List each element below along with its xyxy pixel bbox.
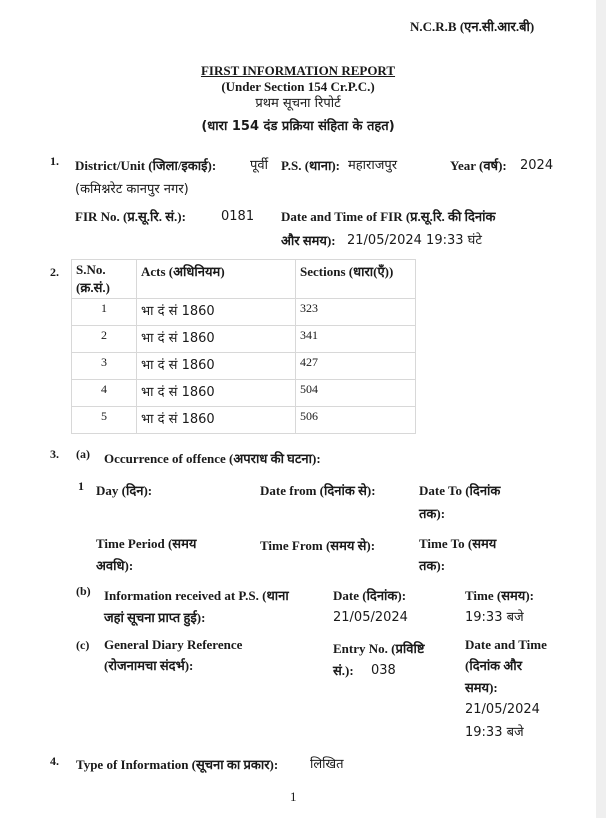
received-date-value: 21/05/2024 — [333, 610, 408, 625]
section-3-number: 3. — [50, 447, 59, 461]
report-title-hindi: प्रथम सूचना रिपोर्ट — [255, 96, 341, 111]
entry-no-label-2: सं.): — [333, 663, 354, 678]
row-act: भा दं सं 1860 — [137, 380, 296, 407]
time-to-label: Time To (समय — [419, 536, 497, 551]
sections-header: Sections (धारा(एँ)) — [296, 260, 416, 299]
info-received-label-2: जहां सूचना प्राप्त हुई): — [104, 610, 206, 625]
section-1-number: 1. — [50, 154, 59, 168]
row-act: भा दं सं 1860 — [137, 353, 296, 380]
time-period-label-2: अवधि): — [96, 558, 134, 573]
report-subtitle-hindi: (धारा 154 दंड प्रक्रिया संहिता के तहत) — [201, 119, 395, 134]
row-act: भा दं सं 1860 — [137, 326, 296, 353]
gd-time-value: 19:33 बजे — [465, 725, 524, 740]
table-row — [72, 326, 416, 353]
row-sno: 5 — [72, 407, 137, 434]
district-value-2: (कमिश्नरेट कानपुर नगर) — [75, 182, 189, 197]
fir-datetime-value: 21/05/2024 19:33 घंटे — [347, 233, 482, 248]
received-time-label: Time (समय): — [465, 588, 534, 603]
section-2-number: 2. — [50, 265, 59, 279]
sub-item-1-number: 1 — [78, 479, 84, 493]
row-sno: 1 — [72, 299, 137, 326]
row-section: 323 — [296, 299, 416, 326]
page-number: 1 — [290, 789, 297, 804]
gd-datetime-label-2: (दिनांक और — [465, 658, 523, 673]
row-act: भा दं सं 1860 — [137, 407, 296, 434]
row-section: 506 — [296, 407, 416, 434]
sno-header: S.No. (क्र.सं.) — [72, 260, 137, 299]
row-section: 341 — [296, 326, 416, 353]
page-edge — [596, 0, 606, 818]
received-date-label: Date (दिनांक): — [333, 588, 407, 603]
occurrence-label: Occurrence of offence (अपराध की घटना): — [104, 451, 321, 466]
part-b-label: (b) — [76, 584, 91, 598]
fir-value: 0181 — [221, 209, 255, 224]
report-subtitle: (Under Section 154 Cr.P.C.) — [221, 79, 375, 94]
row-sno: 4 — [72, 380, 137, 407]
table-row — [72, 353, 416, 380]
ps-label: P.S. (थाना): — [281, 158, 340, 173]
district-label: District/Unit (जिला/इकाई): — [75, 158, 217, 173]
date-from-label: Date from (दिनांक से): — [260, 483, 376, 498]
ps-value: महाराजपुर — [348, 158, 398, 173]
year-label: Year (वर्ष): — [450, 158, 507, 173]
info-received-label: Information received at P.S. (थाना — [104, 588, 289, 603]
year-value: 2024 — [520, 158, 554, 173]
fir-datetime-label: Date and Time of FIR (प्र.सू.रि. की दिनांक — [281, 209, 496, 224]
gd-datetime-label-3: समय): — [465, 680, 498, 695]
entry-no-label: Entry No. (प्रविष्टि — [333, 641, 425, 656]
time-to-label-2: तक): — [419, 558, 446, 573]
part-a-label: (a) — [76, 447, 90, 461]
date-to-label: Date To (दिनांक — [419, 483, 501, 498]
gd-reference-label: General Diary Reference — [104, 637, 243, 652]
district-value: पूर्वी — [250, 158, 268, 173]
report-title: FIRST INFORMATION REPORT — [200, 63, 396, 78]
acts-table-header — [72, 260, 416, 299]
entry-no-value: 038 — [371, 663, 396, 678]
date-to-label-2: तक): — [419, 506, 446, 521]
day-label: Day (दिन): — [96, 483, 153, 498]
time-from-label: Time From (समय से): — [260, 538, 376, 553]
gd-reference-label-2: (रोजनामचा संदर्भ): — [104, 658, 194, 673]
received-time-value: 19:33 बजे — [465, 610, 524, 625]
table-row — [72, 407, 416, 434]
table-row — [72, 380, 416, 407]
row-sno: 3 — [72, 353, 137, 380]
row-section: 427 — [296, 353, 416, 380]
part-c-label: (c) — [76, 638, 90, 652]
row-section: 504 — [296, 380, 416, 407]
table-row — [72, 299, 416, 326]
fir-datetime-label-2: और समय): — [281, 233, 336, 248]
section-4-number: 4. — [50, 754, 59, 768]
row-act: भा दं सं 1860 — [137, 299, 296, 326]
acts-header: Acts (अधिनियम) — [137, 260, 296, 299]
gd-datetime-label: Date and Time — [465, 637, 547, 652]
time-period-label: Time Period (समय — [96, 536, 197, 551]
info-type-label: Type of Information (सूचना का प्रकार): — [76, 757, 279, 772]
fir-label: FIR No. (प्र.सू.रि. सं.): — [75, 209, 186, 224]
info-type-value: लिखित — [310, 757, 344, 772]
ncrb-header: N.C.R.B (एन.सी.आर.बी) — [410, 19, 535, 34]
gd-date-value: 21/05/2024 — [465, 702, 540, 717]
row-sno: 2 — [72, 326, 137, 353]
acts-table — [71, 259, 416, 434]
